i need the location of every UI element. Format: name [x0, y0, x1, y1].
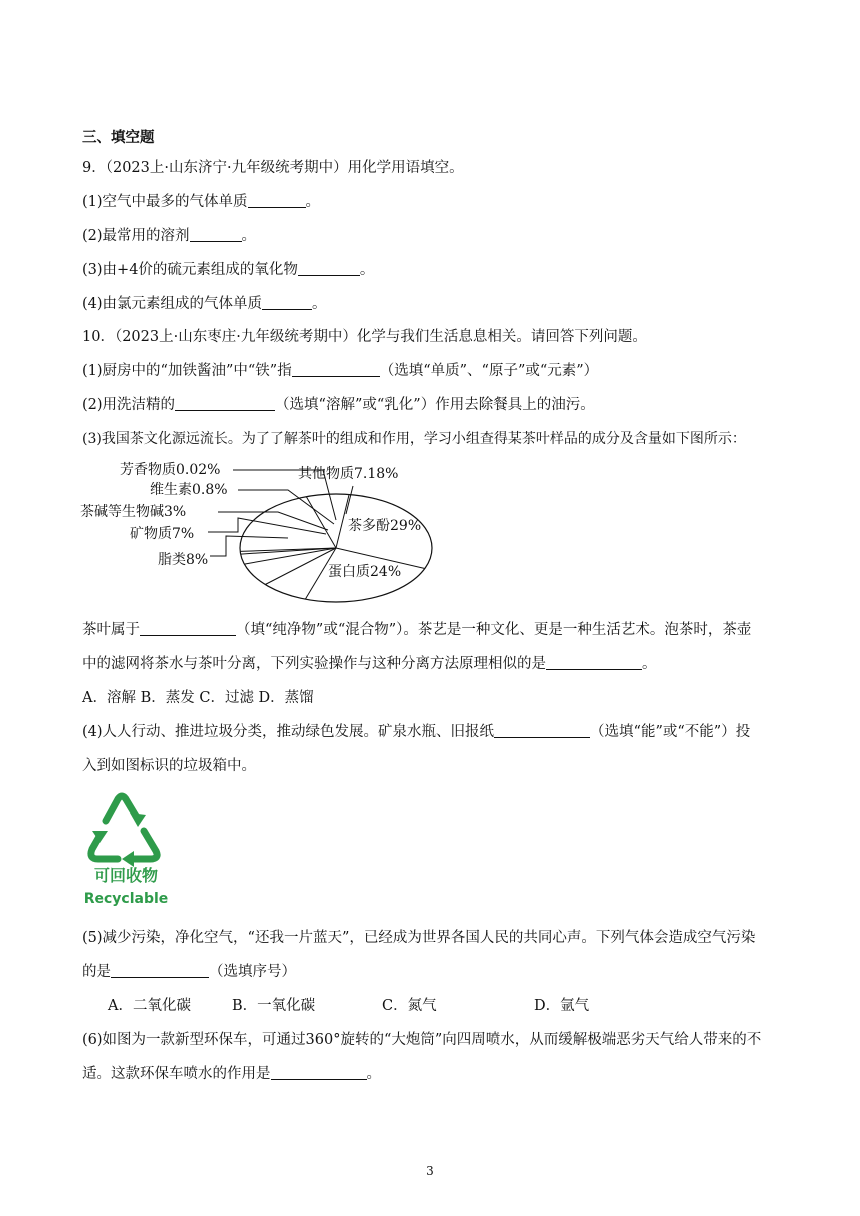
q9-part1: (1)空气中最多的气体单质 。 [82, 194, 321, 210]
pie-label: 茶碱等生物碱3% [80, 504, 187, 520]
recycle-arrow-right [132, 831, 157, 859]
recycle-label-en: Recyclable [83, 891, 169, 907]
q10-part6-line1: (6)如图为一款新型环保车，可通过360°旋转的“大炮筒”向四周喷水，从而缓解极端恶劣天气给人带来的不 [82, 1032, 762, 1048]
q10-part3: (3)我国茶文化源远流长。为了了解茶叶的组成和作用，学习小组查得某茶叶样品的成分及含量如下图所示： [82, 431, 746, 447]
answer-blank[interactable] [190, 227, 242, 242]
pie-slices [240, 494, 432, 602]
q9-part3: (3)由+4价的硫元素组成的氧化物 。 [82, 262, 375, 278]
recycle-arrow-left [91, 835, 118, 859]
q10-part2: (2)用洗洁精的 （选填“溶解”或“乳化”）作用去除餐具上的油污。 [82, 397, 595, 413]
pie-label: 脂类8% [158, 552, 209, 568]
recycle-arrowhead-2 [122, 851, 134, 867]
q10-part1: (1)厨房中的“加铁酱油”中“铁”指 （选填“单质”、“原子”或“元素”） [82, 363, 599, 379]
answer-blank[interactable] [140, 621, 236, 636]
q10-part4-line2: 入到如图标识的垃圾箱中。 [82, 758, 256, 774]
answer-blank[interactable] [111, 963, 209, 978]
answer-blank[interactable] [292, 362, 380, 377]
pie-label: 矿物质7% [130, 526, 195, 542]
q10-part5-options [108, 996, 589, 1016]
recycle-arrowhead-1 [130, 813, 146, 827]
q10-part3-line2: 中的滤网将茶水与茶叶分离，下列实验操作与这种分离方法原理相似的是 。 [82, 656, 657, 672]
pie-label: 维生素0.8% [150, 482, 228, 498]
q10-stem: 10．（2023上·山东枣庄·九年级统考期中）化学与我们生活息息相关。请回答下列问题。 [82, 329, 647, 345]
pie-label: 茶多酚29% [348, 518, 422, 534]
pie-label: 其他物质7.18% [298, 466, 399, 482]
section-title: 三、填空题 [82, 130, 155, 146]
answer-blank[interactable] [248, 193, 306, 208]
q10-part4-line1: (4)人人行动、推进垃圾分类，推动绿色发展。矿泉水瓶、旧报纸 （选填“能”或“不能”）投 [82, 724, 751, 740]
recycle-label-cn: 可回收物 [93, 866, 159, 885]
option-c: C．氮气 [382, 998, 437, 1014]
option-a: A．二氧化碳 [108, 998, 191, 1014]
q9-part4: (4)由氯元素组成的气体单质 。 [82, 296, 327, 312]
pie-label: 蛋白质24% [328, 564, 402, 580]
answer-blank[interactable] [494, 723, 590, 738]
answer-blank[interactable] [271, 1065, 367, 1080]
option-b: B．一氧化碳 [232, 998, 316, 1014]
q10-part3-line1: 茶叶属于 （填“纯净物”或“混合物”）。茶艺是一种文化、更是一种生活艺术。泡茶时，茶壶 [82, 622, 752, 638]
recycle-sign [80, 787, 172, 909]
option-d: D．氩气 [534, 998, 590, 1014]
q10-part3-options: A．溶解 B．蒸发 C．过滤 D．蒸馏 [82, 690, 314, 706]
answer-blank[interactable] [262, 295, 312, 310]
q10-part5-line2: 的是 （选填序号） [82, 964, 296, 980]
answer-blank[interactable] [546, 655, 642, 670]
q10-part5-line1: (5)减少污染，净化空气，“还我一片蓝天”，已经成为世界各国人民的共同心声。下列气体会造成空气污染 [82, 930, 756, 946]
tea-composition-pie-chart [78, 460, 448, 610]
q9-stem: 9．（2023上·山东济宁·九年级统考期中）用化学用语填空。 [82, 160, 464, 176]
answer-blank[interactable] [298, 261, 360, 276]
answer-blank[interactable] [175, 396, 275, 411]
page-number: 3 [426, 1164, 434, 1178]
q10-part6-line2: 适。这款环保车喷水的作用是 。 [82, 1066, 381, 1082]
pie-label: 芳香物质0.02% [120, 462, 221, 478]
q9-part2: (2)最常用的溶剂 。 [82, 228, 257, 244]
